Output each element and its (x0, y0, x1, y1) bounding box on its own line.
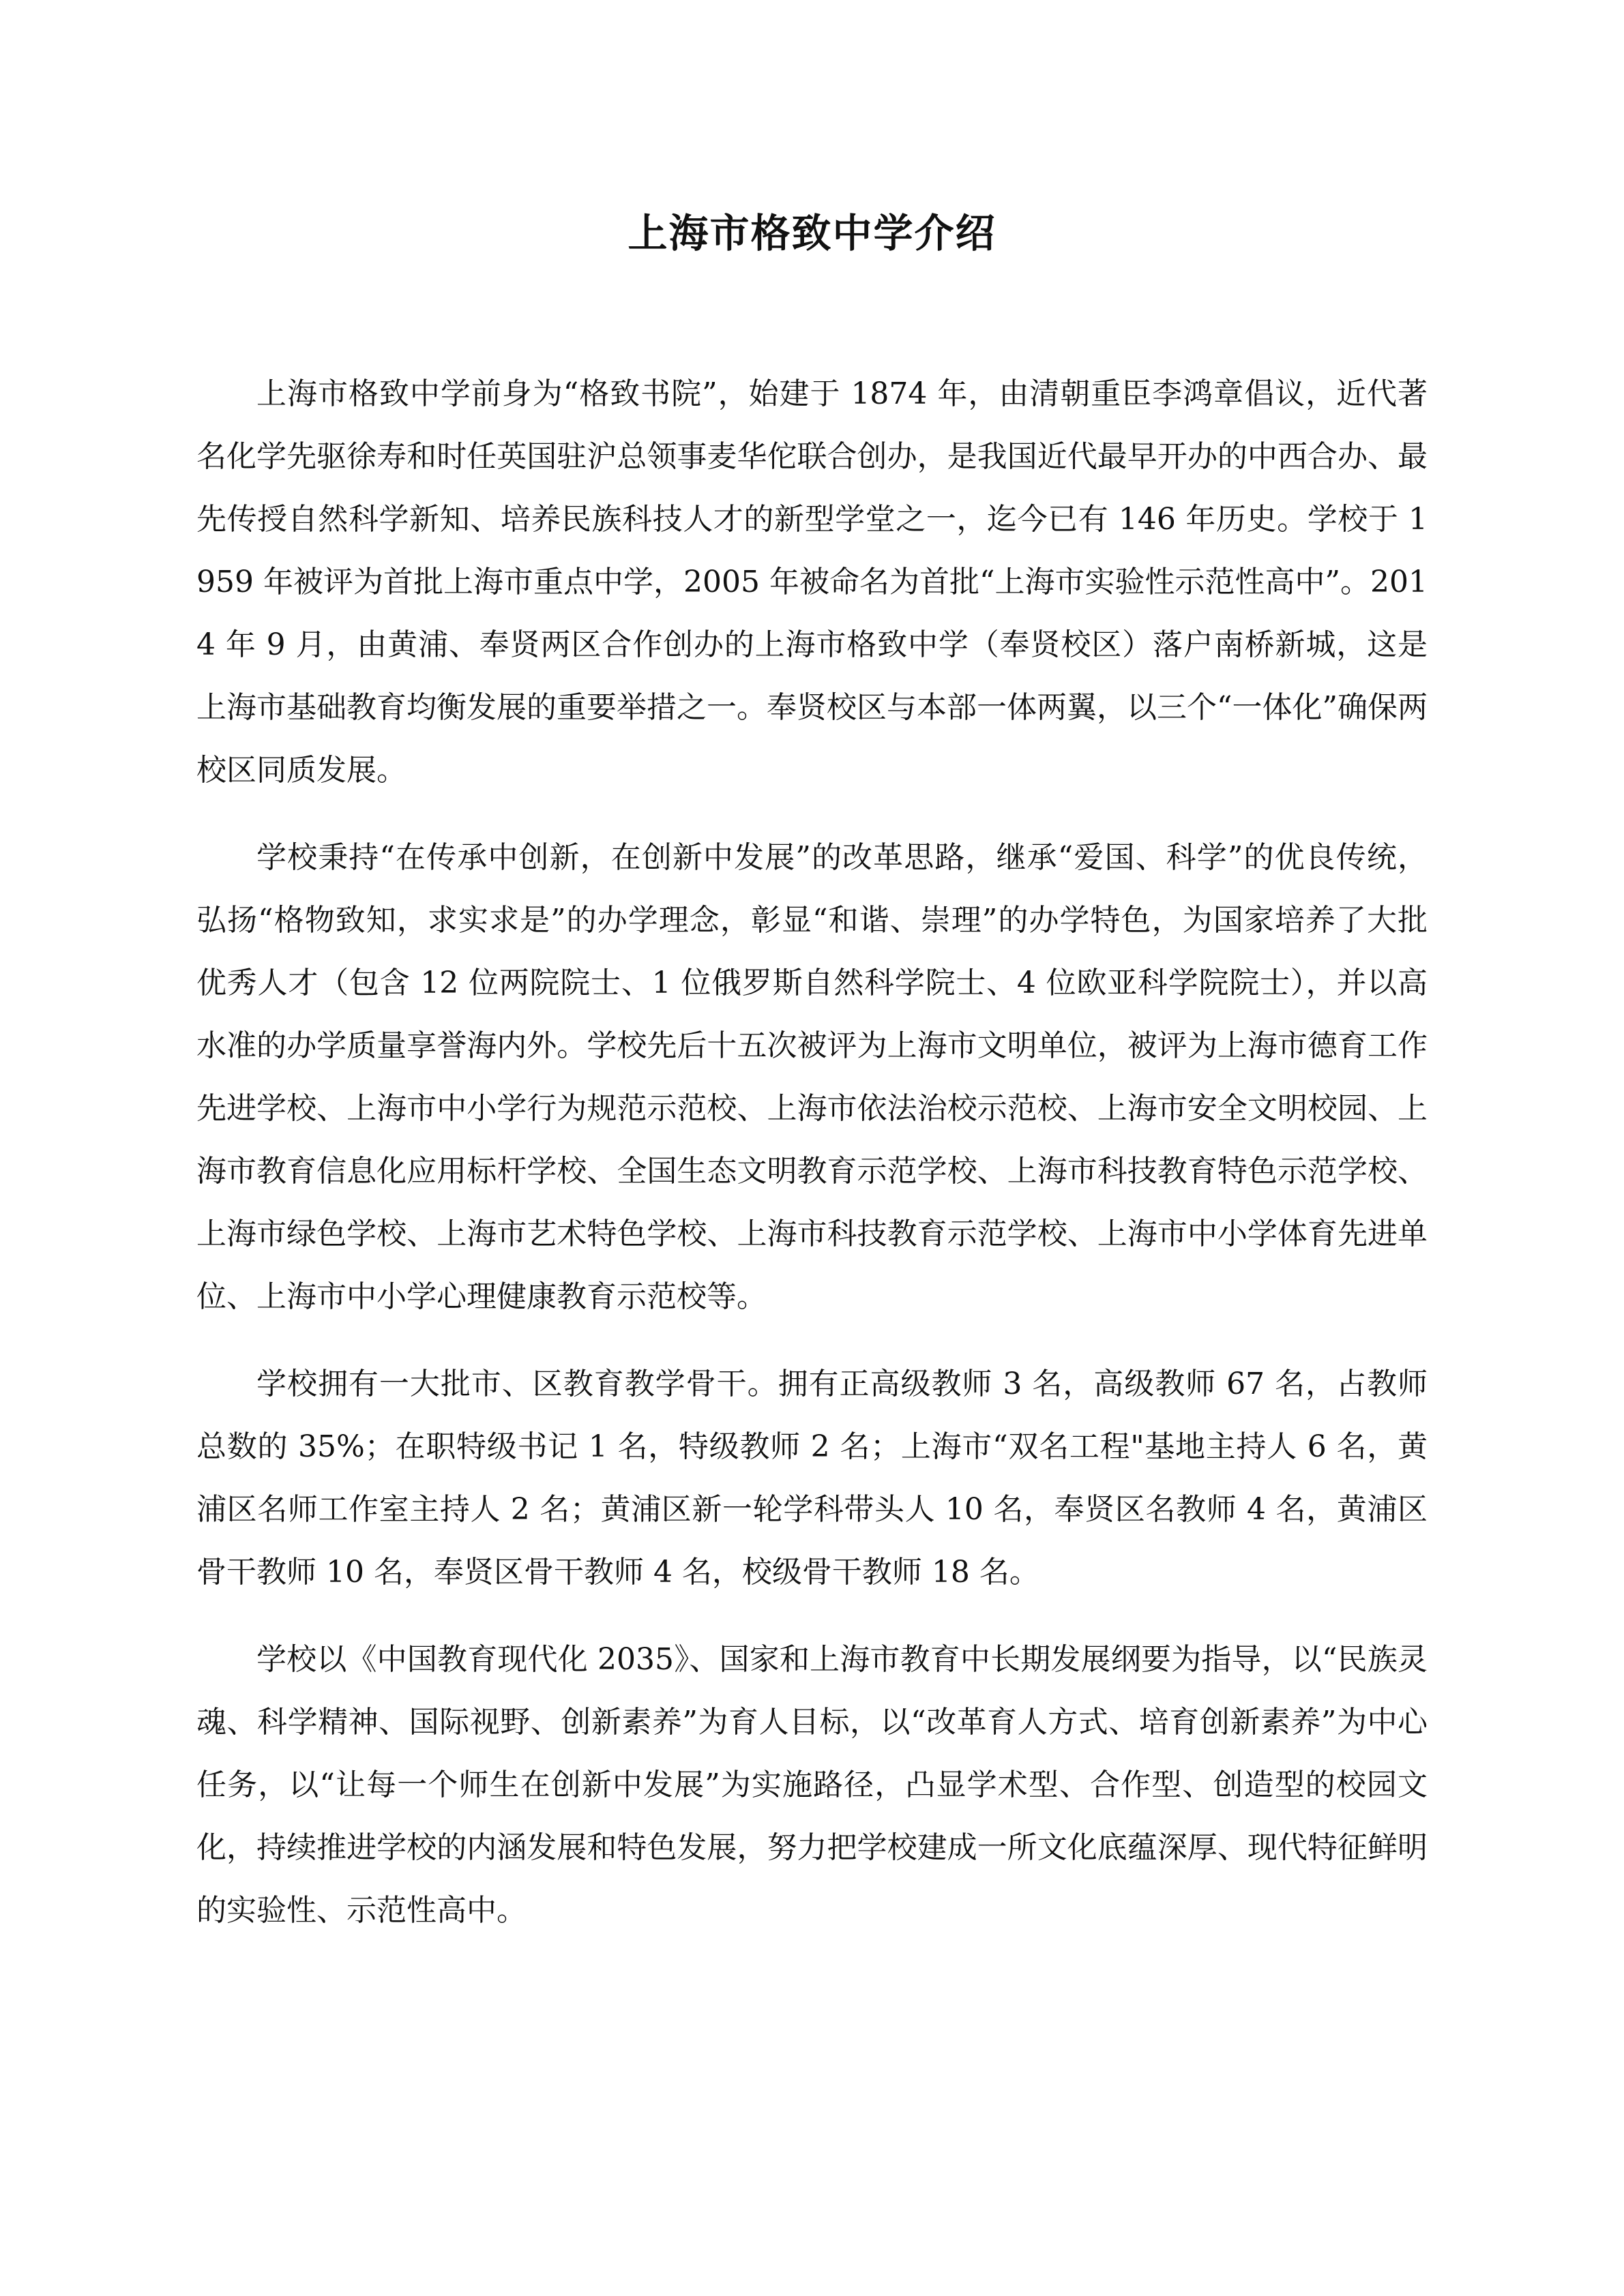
document-title: 上海市格致中学介绍 (628, 210, 996, 256)
paragraph-philosophy-honors: 学校秉持“在传承中创新，在创新中发展”的改革思路，继承“爱国、科学”的优良传统，弘扬“格物致知，求实求是”的办学理念，彰显“和谐、崇理”的办学特色，为国家培养了大批优秀人才（包含 12 位两院院士、1 位俄罗斯自然科学院士、4 位欧亚科学院院士），并以高水准的办学质量享誉海内外。学校先后十五次被评为上海市文明单位，被评为上海市德育工作先进学校、上海市中小学行为规范示范校、上海市依法治校示范校、上海市安全文明校园、上海市教育信息化应用标杆学校、全国生态文明教育示范学校、上海市科技教育特色示范学校、上海市绿色学校、上海市艺术特色学校、上海市科技教育示范学校、上海市中小学体育先进单位、上海市中小学心理健康教育示范校等。 (196, 840, 1428, 1314)
document-body (196, 363, 1428, 1942)
paragraph-teaching-staff: 学校拥有一大批市、区教育教学骨干。拥有正高级教师 3 名，高级教师 67 名，占教师总数的 35%；在职特级书记 1 名，特级教师 2 名；上海市“双名工程"基地主持人 6 名，黄浦区名师工作室主持人 2 名；黄浦区新一轮学科带头人 10 名，奉贤区名教师 4 名，黄浦区骨干教师 10 名，奉贤区骨干教师 4 名，校级骨干教师 18 名。 (196, 1367, 1428, 1590)
paragraph-development-goals: 学校以《中国教育现代化 2035》、国家和上海市教育中长期发展纲要为指导，以“民族灵魂、科学精神、国际视野、创新素养”为育人目标，以“改革育人方式、培育创新素养”为中心任务，以“让每一个师生在创新中发展”为实施路径，凸显学术型、合作型、创造型的校园文化，持续推进学校的内涵发展和特色发展，努力把学校建成一所文化底蕴深厚、现代特征鲜明的实验性、示范性高中。 (196, 1642, 1428, 1928)
paragraph-history: 上海市格致中学前身为“格致书院”，始建于 1874 年，由清朝重臣李鸿章倡议，近代著名化学先驱徐寿和时任英国驻沪总领事麦华佗联合创办，是我国近代最早开办的中西合办、最先传授自然科学新知、培养民族科技人才的新型学堂之一，迄今已有 146 年历史。学校于 1959 年被评为首批上海市重点中学，2005 年被命名为首批“上海市实验性示范性高中”。2014 年 9 月，由黄浦、奉贤两区合作创办的上海市格致中学（奉贤校区）落户南桥新城，这是上海市基础教育均衡发展的重要举措之一。奉贤校区与本部一体两翼，以三个“一体化”确保两校区同质发展。 (196, 376, 1428, 788)
